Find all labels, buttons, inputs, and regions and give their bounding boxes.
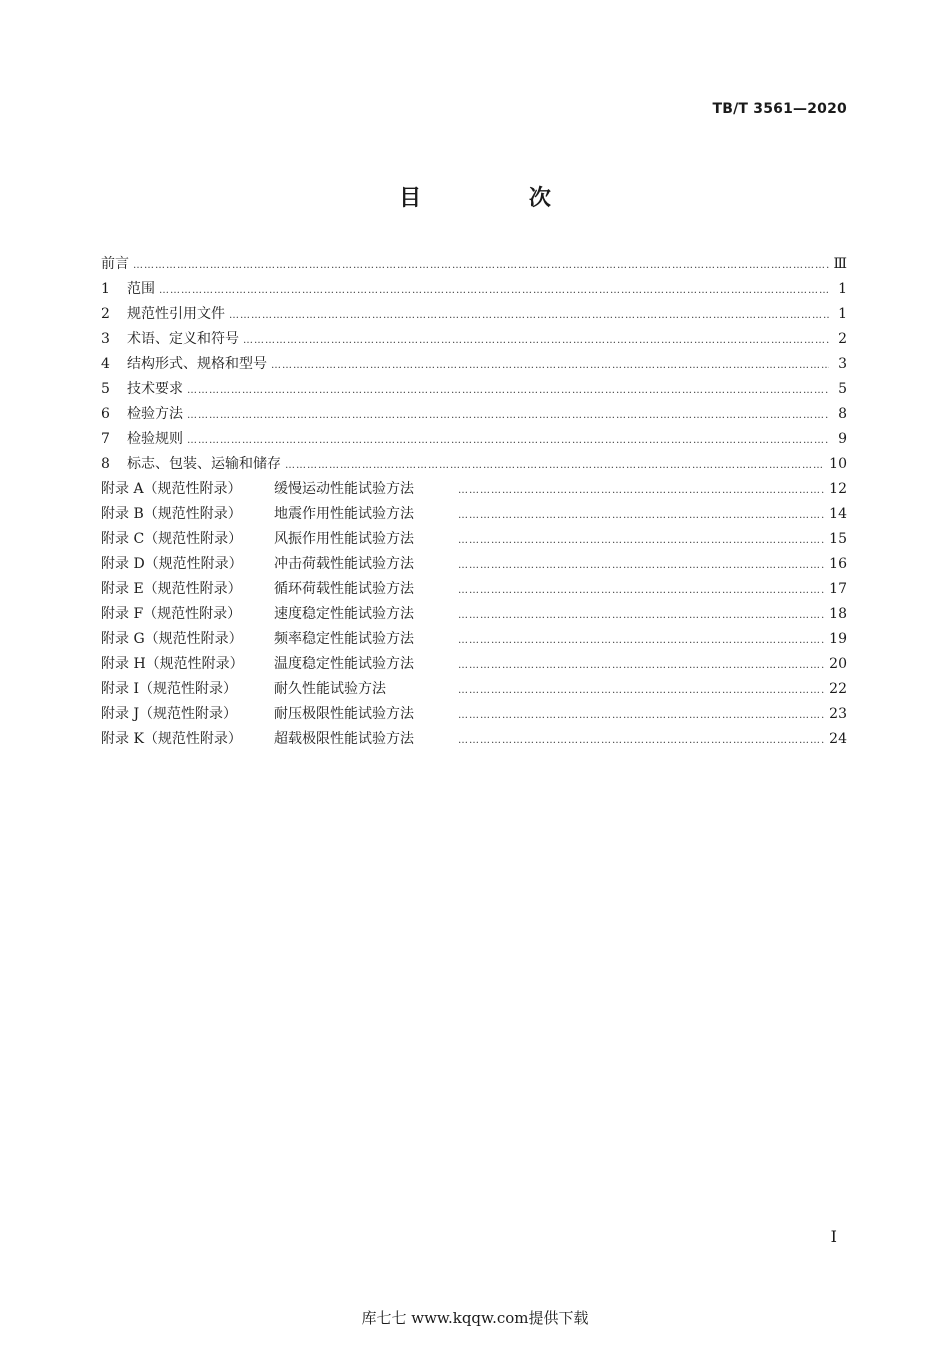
toc-entry-page: 10 xyxy=(829,456,847,472)
table-of-contents xyxy=(101,253,847,753)
toc-entry-label: 范围 xyxy=(127,281,155,297)
toc-entry-page: 17 xyxy=(829,581,847,597)
dot-leader xyxy=(458,485,825,496)
dot-leader xyxy=(458,635,825,646)
toc-title: 目 次 xyxy=(399,186,601,211)
toc-appendix-entry[interactable] xyxy=(101,728,847,753)
toc-appendix-entry[interactable] xyxy=(101,528,847,553)
dot-leader xyxy=(458,685,825,696)
toc-entry-label: 检验方法 xyxy=(127,406,183,422)
dot-leader xyxy=(458,710,825,721)
toc-entry-page: 14 xyxy=(829,506,847,522)
toc-entry[interactable] xyxy=(101,328,847,353)
toc-entry[interactable] xyxy=(101,428,847,453)
toc-entry-page: 1 xyxy=(838,306,847,322)
appendix-name: 风振作用性能试验方法 xyxy=(274,531,414,547)
appendix-prefix: 附录 E（规范性附录） xyxy=(101,581,242,597)
toc-entry-number: 1 xyxy=(101,281,110,297)
toc-entry[interactable] xyxy=(101,453,847,478)
appendix-prefix: 附录 D（规范性附录） xyxy=(101,556,243,572)
toc-entry-number: 8 xyxy=(101,456,110,472)
toc-entry-page: 23 xyxy=(829,706,847,722)
toc-entry-label: 标志、包装、运输和储存 xyxy=(127,456,281,472)
dot-leader xyxy=(285,460,825,471)
appendix-name: 地震作用性能试验方法 xyxy=(274,506,414,522)
dot-leader xyxy=(187,410,829,421)
toc-entry-label: 前言 xyxy=(101,256,129,272)
toc-entry-page: 22 xyxy=(829,681,847,697)
dot-leader xyxy=(458,660,825,671)
toc-entry-page: 3 xyxy=(838,356,847,372)
appendix-prefix: 附录 G（规范性附录） xyxy=(101,631,243,647)
toc-entry-label: 术语、定义和符号 xyxy=(127,331,239,347)
appendix-name: 速度稳定性能试验方法 xyxy=(274,606,414,622)
dot-leader xyxy=(458,610,825,621)
toc-entry-preface[interactable] xyxy=(101,253,847,278)
toc-entry-page: 19 xyxy=(829,631,847,647)
appendix-prefix: 附录 F（规范性附录） xyxy=(101,606,242,622)
toc-entry-label: 技术要求 xyxy=(127,381,183,397)
toc-entry-label: 结构形式、规格和型号 xyxy=(127,356,267,372)
toc-entry[interactable] xyxy=(101,278,847,303)
toc-appendix-entry[interactable] xyxy=(101,653,847,678)
toc-appendix-entry[interactable] xyxy=(101,703,847,728)
dot-leader xyxy=(243,335,829,346)
toc-entry-page: 9 xyxy=(838,431,847,447)
toc-entry-page: 8 xyxy=(838,406,847,422)
toc-entry-page: 1 xyxy=(838,281,847,297)
toc-appendix-entry[interactable] xyxy=(101,503,847,528)
toc-entry-page: 20 xyxy=(829,656,847,672)
dot-leader xyxy=(187,385,829,396)
toc-entry-page: 24 xyxy=(829,731,847,747)
toc-entry[interactable] xyxy=(101,303,847,328)
toc-entry-number: 7 xyxy=(101,431,110,447)
appendix-prefix: 附录 J（规范性附录） xyxy=(101,706,238,722)
toc-entry-page: 15 xyxy=(829,531,847,547)
appendix-prefix: 附录 I（规范性附录） xyxy=(101,681,237,697)
toc-appendix-entry[interactable] xyxy=(101,678,847,703)
toc-entry-number: 2 xyxy=(101,306,110,322)
appendix-prefix: 附录 C（规范性附录） xyxy=(101,531,243,547)
appendix-prefix: 附录 A（规范性附录） xyxy=(101,481,242,497)
toc-appendix-entry[interactable] xyxy=(101,603,847,628)
footer-watermark-text: 库七七 www.kqqw.com提供下载 xyxy=(361,1309,589,1327)
toc-entry-page: 16 xyxy=(829,556,847,572)
toc-entry[interactable] xyxy=(101,378,847,403)
appendix-prefix: 附录 K（规范性附录） xyxy=(101,731,242,747)
appendix-name: 频率稳定性能试验方法 xyxy=(274,631,414,647)
toc-entry-label: 检验规则 xyxy=(127,431,183,447)
dot-leader xyxy=(159,285,829,296)
toc-appendix-entry[interactable] xyxy=(101,578,847,603)
toc-entry-page: 2 xyxy=(838,331,847,347)
toc-entry-label: 规范性引用文件 xyxy=(127,306,225,322)
dot-leader xyxy=(187,435,829,446)
appendix-prefix: 附录 B（规范性附录） xyxy=(101,506,242,522)
appendix-name: 温度稳定性能试验方法 xyxy=(274,656,414,672)
appendix-name: 冲击荷载性能试验方法 xyxy=(274,556,414,572)
dot-leader xyxy=(458,560,825,571)
appendix-name: 缓慢运动性能试验方法 xyxy=(274,481,414,497)
toc-appendix-entry[interactable] xyxy=(101,478,847,503)
dot-leader xyxy=(133,260,829,271)
toc-appendix-entry[interactable] xyxy=(101,553,847,578)
dot-leader xyxy=(271,360,829,371)
page-number: Ⅰ xyxy=(830,1227,837,1246)
toc-entry-number: 5 xyxy=(101,381,110,397)
toc-entry-number: 4 xyxy=(101,356,110,372)
toc-entry-page: 18 xyxy=(829,606,847,622)
toc-appendix-entry[interactable] xyxy=(101,628,847,653)
dot-leader xyxy=(229,310,829,321)
appendix-name: 耐压极限性能试验方法 xyxy=(274,706,414,722)
toc-entry-number: 6 xyxy=(101,406,110,422)
dot-leader xyxy=(458,535,825,546)
toc-entry-number: 3 xyxy=(101,331,110,347)
toc-entry-page: 12 xyxy=(829,481,847,497)
appendix-name: 耐久性能试验方法 xyxy=(274,681,386,697)
appendix-name: 超载极限性能试验方法 xyxy=(274,731,414,747)
appendix-prefix: 附录 H（规范性附录） xyxy=(101,656,244,672)
toc-entry[interactable] xyxy=(101,353,847,378)
toc-entry-page: 5 xyxy=(838,381,847,397)
dot-leader xyxy=(458,735,825,746)
appendix-name: 循环荷载性能试验方法 xyxy=(274,581,414,597)
dot-leader xyxy=(458,510,825,521)
dot-leader xyxy=(458,585,825,596)
standard-code: TB/T 3561—2020 xyxy=(712,101,847,117)
toc-entry-page: Ⅲ xyxy=(833,256,847,272)
toc-entry[interactable] xyxy=(101,403,847,428)
